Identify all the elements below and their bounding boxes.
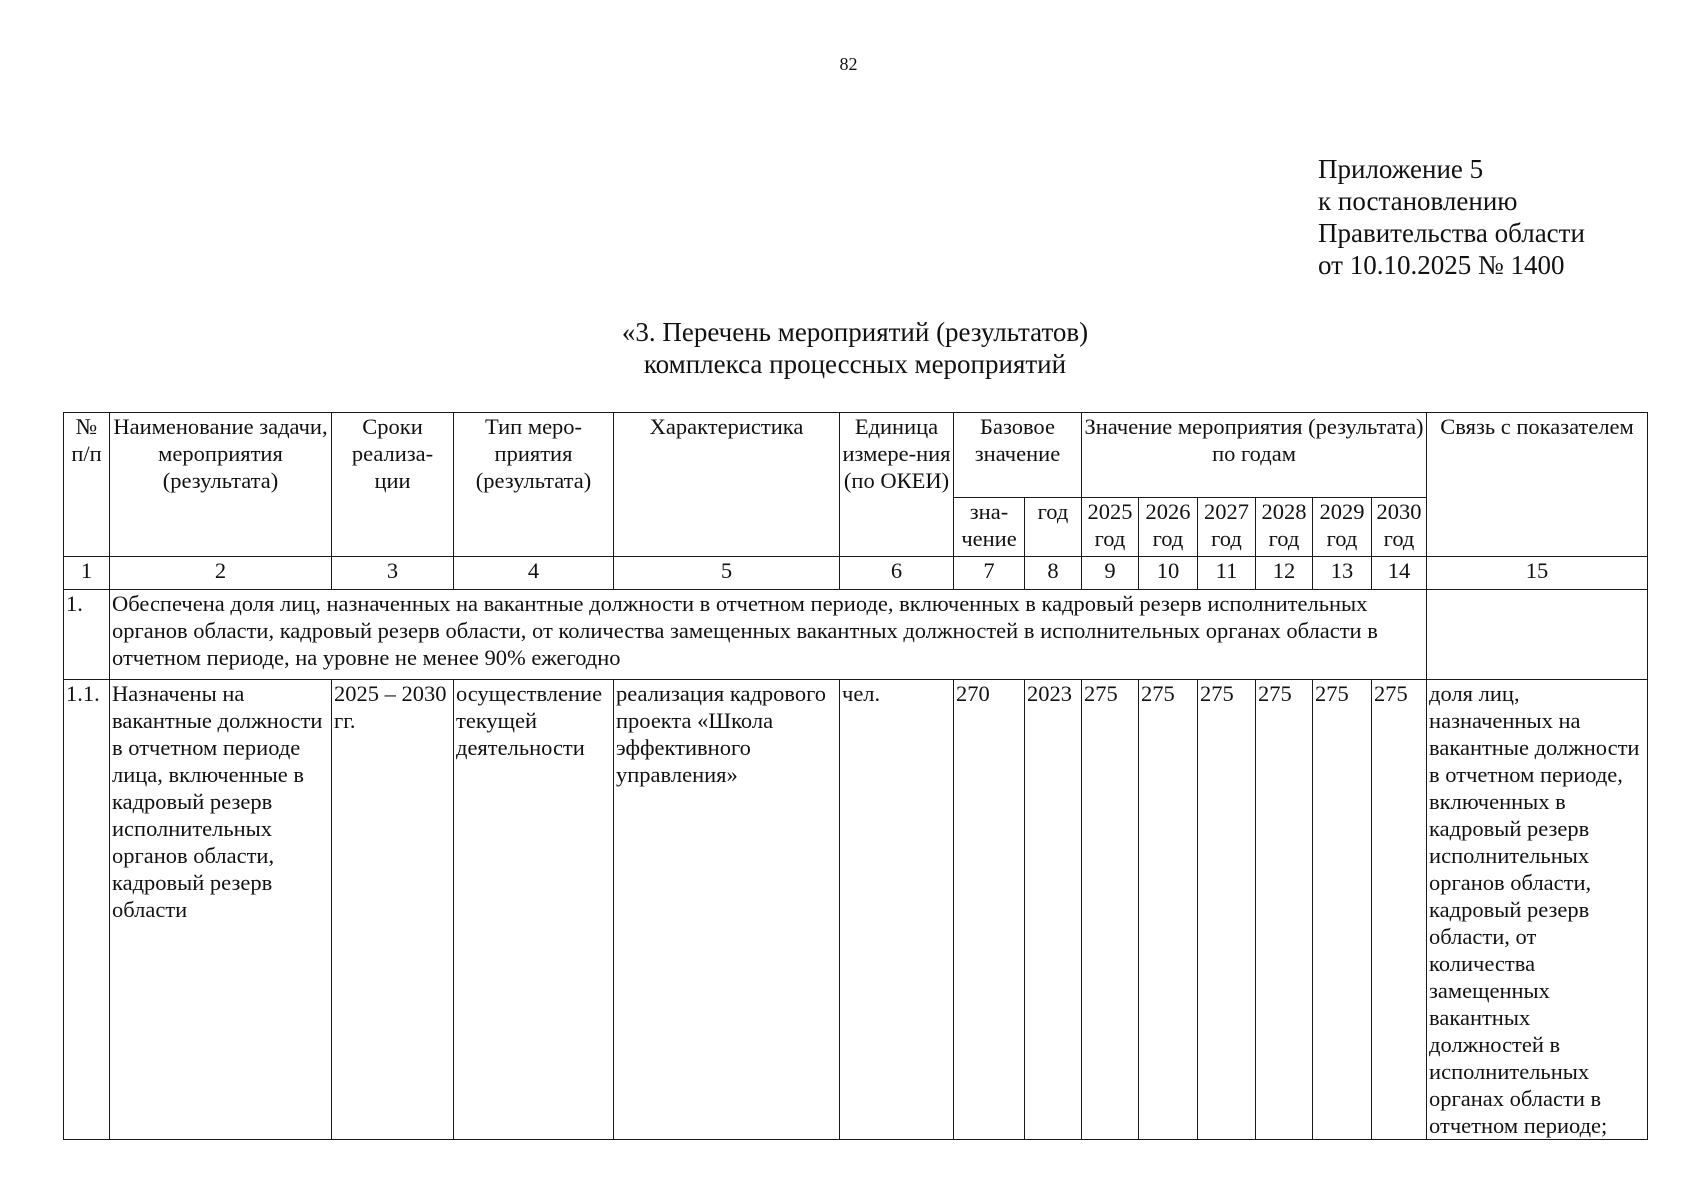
column-number: 12: [1256, 557, 1313, 590]
row-terms: 2025 – 2030 гг.: [332, 680, 454, 1140]
header-name: Наименование задачи, мероприятия (результата): [110, 413, 332, 557]
column-number: 2: [110, 557, 332, 590]
column-number: 11: [1198, 557, 1256, 590]
row-year-value: 275: [1256, 680, 1313, 1140]
header-values: Значение мероприятия (результата) по годам: [1082, 413, 1427, 498]
table-row: [64, 680, 1648, 1140]
header-year: 2025 год: [1082, 498, 1139, 557]
column-number: 15: [1427, 557, 1648, 590]
row-characteristic: реализация кадрового проекта «Школа эффективного управления»: [614, 680, 840, 1140]
row-name: Назначены на вакантные должности в отчетном периоде лица, включенные в кадровый резерв исполнительных органов области, кадровый резерв области: [110, 680, 332, 1140]
row-year-value: 275: [1313, 680, 1372, 1140]
column-number: 10: [1139, 557, 1198, 590]
header-year: 2028 год: [1256, 498, 1313, 557]
column-number: 13: [1313, 557, 1372, 590]
header-year: 2030 год: [1372, 498, 1427, 557]
task-text: Обеспечена доля лиц, назначенных на вакантные должности в отчетном периоде, включенных в кадровый резерв исполнительных органов области, кадровый резерв области, от количества замещенных вакантных должностей в исполнительных органах области в отчетном периоде, на уровне не менее 90% ежегодно: [110, 590, 1427, 680]
title-line: «3. Перечень мероприятий (результатов): [621, 317, 1089, 347]
row-num: 1.1.: [64, 680, 110, 1140]
appendix-block: [1318, 153, 1585, 281]
task-link-empty: [1427, 590, 1648, 680]
header-characteristic: Характеристика: [614, 413, 840, 557]
task-num: 1.: [64, 590, 110, 680]
column-number: 6: [840, 557, 954, 590]
document-title: [0, 316, 1697, 380]
row-year-value: 275: [1372, 680, 1427, 1140]
row-unit: чел.: [840, 680, 954, 1140]
column-number: 4: [454, 557, 614, 590]
row-link: доля лиц, назначенных на вакантные должности в отчетном периоде, включенных в кадровый резерв исполнительных органов области, кадровый резерв области, от количества замещенных вакантных должностей в исполнительных органах области в отчетном периоде;: [1427, 680, 1648, 1140]
column-number: 3: [332, 557, 454, 590]
appendix-line: Правительства области: [1318, 218, 1585, 248]
header-base-year: год: [1025, 498, 1082, 557]
header-num: № п/п: [64, 413, 110, 557]
row-year-value: 275: [1198, 680, 1256, 1140]
appendix-line: к постановлению: [1318, 186, 1518, 216]
header-type: Тип меро-приятия (результата): [454, 413, 614, 557]
measures-table: [63, 412, 1648, 1140]
row-type: осуществление текущей деятельности: [454, 680, 614, 1140]
header-terms: Сроки реализа-ции: [332, 413, 454, 557]
row-base-year: 2023: [1025, 680, 1082, 1140]
row-year-value: 275: [1139, 680, 1198, 1140]
header-year: 2029 год: [1313, 498, 1372, 557]
task-row: [64, 590, 1648, 680]
appendix-line: от 10.10.2025 № 1400: [1318, 250, 1565, 280]
column-number: 5: [614, 557, 840, 590]
column-number: 9: [1082, 557, 1139, 590]
header-year: 2026 год: [1139, 498, 1198, 557]
header-base: Базовое значение: [954, 413, 1082, 498]
appendix-line: Приложение 5: [1318, 154, 1484, 184]
header-link: Связь с показателем: [1427, 413, 1648, 557]
title-line: комплекса процессных мероприятий: [643, 349, 1067, 379]
row-base-value: 270: [954, 680, 1025, 1140]
column-number: 1: [64, 557, 110, 590]
row-year-value: 275: [1082, 680, 1139, 1140]
header-unit: Единица измере-ния (по ОКЕИ): [840, 413, 954, 557]
column-numbers-row: [64, 557, 1648, 590]
column-number: 8: [1025, 557, 1082, 590]
header-row: [64, 413, 1648, 498]
header-year: 2027 год: [1198, 498, 1256, 557]
page-number: 82: [839, 54, 858, 74]
column-number: 14: [1372, 557, 1427, 590]
header-base-value: зна-чение: [954, 498, 1025, 557]
column-number: 7: [954, 557, 1025, 590]
